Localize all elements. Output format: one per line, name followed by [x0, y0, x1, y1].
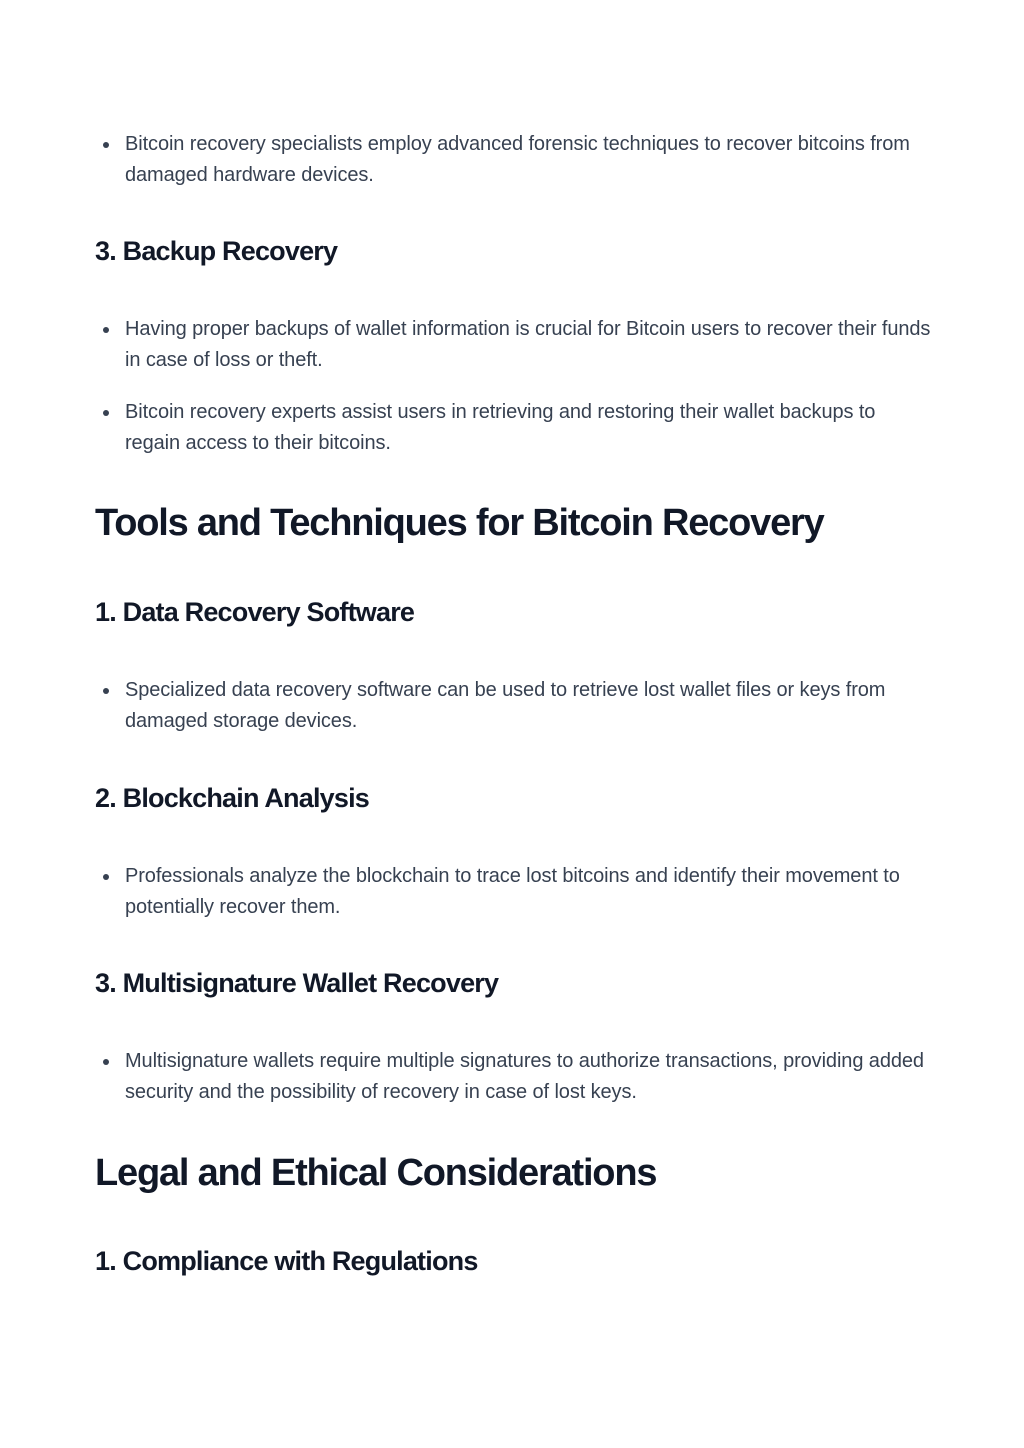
blockchain-analysis-bullet-list	[95, 861, 935, 923]
multisig-heading: 3. Multisignature Wallet Recovery	[95, 968, 499, 998]
list-item: Specialized data recovery software can be used to retrieve lost wallet files or keys from damaged storage devices.	[95, 675, 935, 737]
backup-recovery-bullet-list	[95, 314, 935, 459]
intro-bullet-list	[95, 129, 935, 191]
list-item: Bitcoin recovery experts assist users in retrieving and restoring their wallet backups to regain access to their bitcoins.	[95, 397, 935, 459]
legal-section-heading: Legal and Ethical Considerations	[95, 1152, 657, 1194]
list-item: Multisignature wallets require multiple signatures to authorize transactions, providing added security and the possibility of recovery in case of lost keys.	[95, 1046, 935, 1108]
list-item: Bitcoin recovery specialists employ advanced forensic techniques to recover bitcoins from damaged hardware devices.	[95, 129, 935, 191]
compliance-heading: 1. Compliance with Regulations	[95, 1246, 478, 1276]
blockchain-analysis-heading: 2. Blockchain Analysis	[95, 783, 370, 813]
list-item: Professionals analyze the blockchain to trace lost bitcoins and identify their movement to potentially recover them.	[95, 861, 935, 923]
tools-section-heading: Tools and Techniques for Bitcoin Recovery	[95, 502, 824, 544]
data-recovery-bullet-list	[95, 675, 935, 737]
multisig-bullet-list	[95, 1046, 935, 1108]
backup-recovery-heading: 3. Backup Recovery	[95, 236, 338, 266]
data-recovery-heading: 1. Data Recovery Software	[95, 597, 415, 627]
list-item: Having proper backups of wallet information is crucial for Bitcoin users to recover their funds in case of loss or theft.	[95, 314, 935, 376]
